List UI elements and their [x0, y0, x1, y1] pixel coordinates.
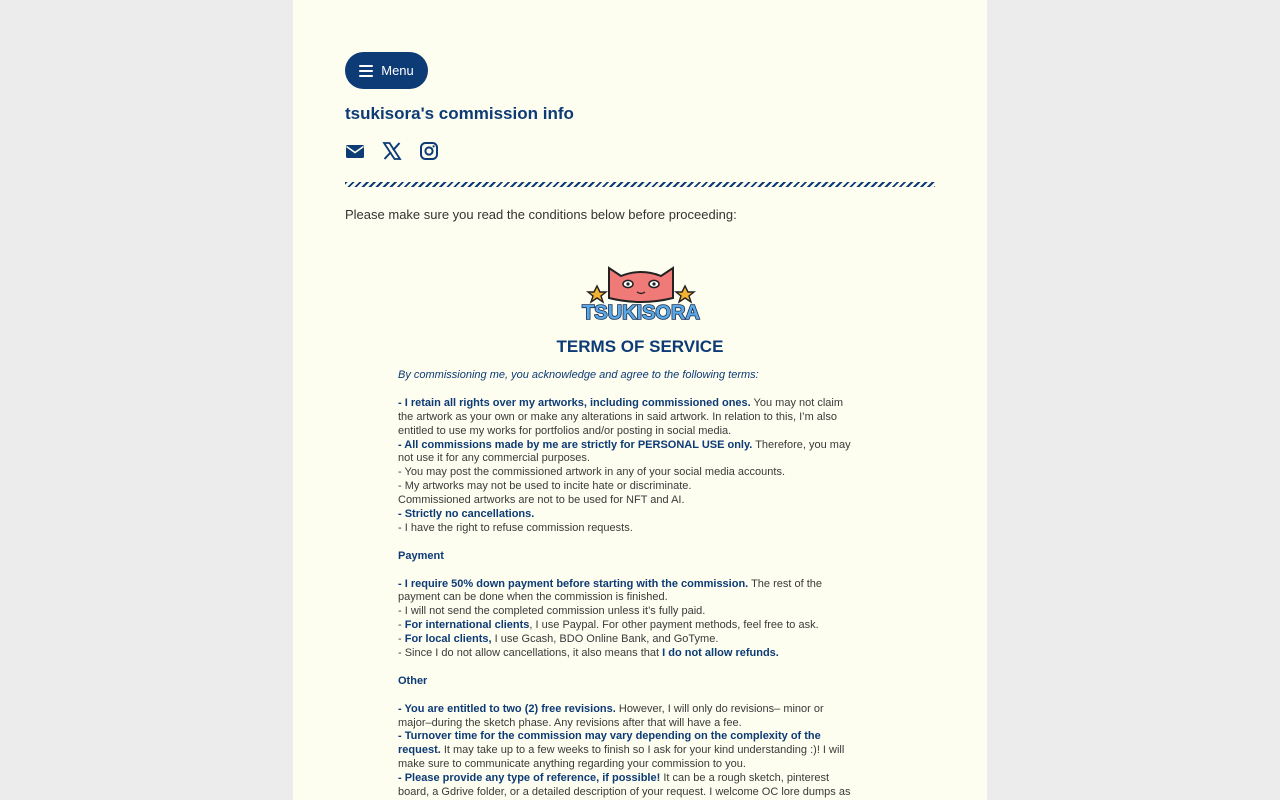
- other-line: make sure to communicate anything regarding your commission to you.: [398, 758, 746, 771]
- tos-line: - I retain all rights over my artworks, including commissioned ones. You may not claim: [398, 396, 844, 409]
- tsukisora-logo: [571, 256, 711, 326]
- payment-line: - I will not send the completed commission unless it’s fully paid.: [398, 605, 706, 618]
- tos-acknowledgement: By commissioning me, you acknowledge and agree to the following terms:: [398, 369, 759, 381]
- menu-label: Menu: [381, 63, 414, 78]
- hatched-divider: [345, 182, 935, 187]
- tos-line: - You may post the commissioned artwork in any of your social media accounts.: [398, 466, 786, 479]
- social-links: [345, 141, 439, 161]
- x-twitter-icon[interactable]: [382, 141, 402, 161]
- tos-line: - All commissions made by me are strictly for PERSONAL USE only. Therefore, you may: [398, 438, 851, 451]
- tos-line: - Strictly no cancellations.: [398, 508, 535, 521]
- other-line: - You are entitled to two (2) free revisions. However, I will only do revisions– minor or: [398, 702, 824, 715]
- instagram-icon[interactable]: [419, 141, 439, 161]
- payment-line: - Since I do not allow cancellations, it also means that I do not allow refunds.: [398, 647, 779, 660]
- tos-line: Commissioned artworks are not to be used for NFT and AI.: [398, 494, 685, 507]
- hamburger-icon: [359, 62, 373, 80]
- payment-section-title: Payment: [398, 549, 444, 562]
- other-line: request. It may take up to a few weeks to finish so I ask for your kind understanding :)! I will: [398, 744, 845, 757]
- tos-line: entitled to use my works for portfolios and/or posting in social media.: [398, 424, 732, 437]
- other-section-title: Other: [398, 674, 428, 687]
- logo-wordmark: TSUKISORA: [582, 302, 700, 324]
- tos-heading: TERMS OF SERVICE: [556, 337, 724, 356]
- tos-line: the artwork as your own or make any alterations in said artwork. In relation to this, I’m also: [398, 410, 837, 423]
- tos-line: - My artworks may not be used to incite hate or discriminate.: [398, 480, 692, 493]
- tos-line: - I have the right to refuse commission requests.: [398, 521, 633, 534]
- payment-line: - I require 50% down payment before starting with the commission. The rest of the: [398, 577, 823, 590]
- other-line: - Please provide any type of reference, if possible! It can be a rough sketch, pinterest: [398, 772, 830, 785]
- intro-text: Please make sure you read the conditions below before proceeding:: [345, 207, 737, 222]
- tos-line: not use it for any commercial purposes.: [398, 452, 590, 465]
- other-line: board, a Gdrive folder, or a detailed description of your request. I welcome OC lore dumps as: [398, 786, 851, 799]
- payment-line: payment can be done when the commission is finished.: [398, 591, 668, 604]
- envelope-icon[interactable]: [345, 141, 365, 161]
- other-line: - Turnover time for the commission may vary depending on the complexity of the: [398, 730, 821, 743]
- site-title[interactable]: tsukisora's commission info: [345, 104, 574, 123]
- payment-line: - For local clients, I use Gcash, BDO Online Bank, and GoTyme.: [398, 633, 719, 646]
- terms-of-service: [398, 369, 883, 800]
- menu-button[interactable]: [345, 52, 428, 89]
- other-line: major–during the sketch phase. Any revisions after that will have a fee.: [398, 716, 742, 729]
- page-column: [293, 0, 987, 800]
- payment-line: - For international clients, I use Paypal. For other payment methods, feel free to ask.: [398, 619, 819, 632]
